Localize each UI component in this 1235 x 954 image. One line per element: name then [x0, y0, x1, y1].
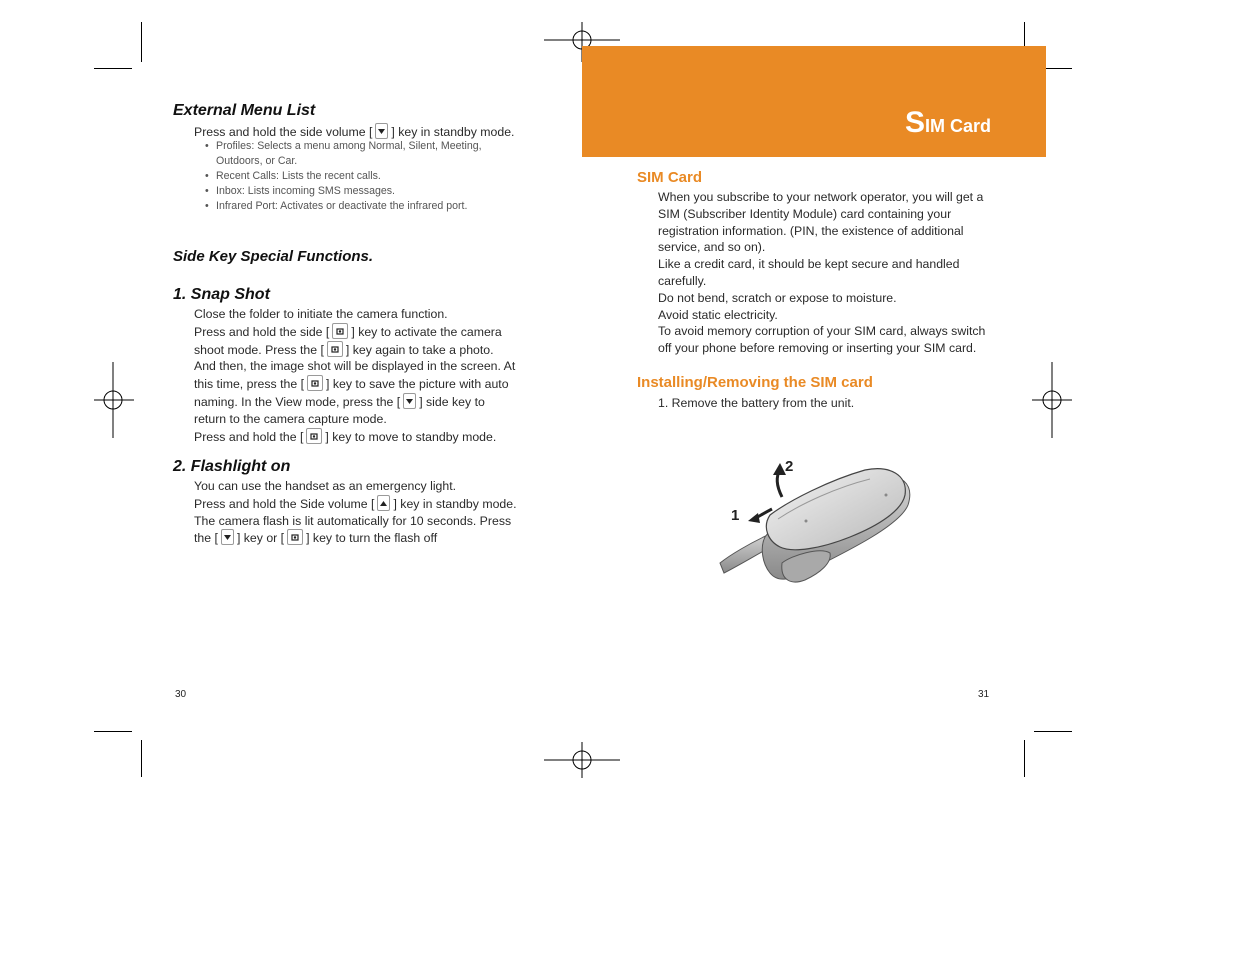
camera-key-icon — [307, 375, 323, 391]
installing-step: 1. Remove the battery from the unit. — [658, 396, 855, 410]
sim-card-heading: SIM Card — [637, 169, 703, 186]
camera-key-icon — [332, 323, 348, 339]
text-line: When you subscribe to your network operator, you will get a — [658, 190, 984, 204]
list-item-continuation — [205, 154, 525, 169]
volume-down-key-icon — [375, 123, 388, 139]
registration-mark-icon — [544, 742, 620, 778]
text-line: To avoid memory corruption of your SIM card, always switch — [658, 324, 986, 339]
crop-mark — [1024, 740, 1025, 777]
page-number-left: 30 — [175, 689, 187, 700]
text-line: Press and hold the Side volume [ — [194, 496, 375, 511]
chapter-title-rest: IM Card — [924, 116, 991, 136]
snap-shot-heading: 1. Snap Shot — [173, 286, 270, 303]
list-item: • Infrared Port: Activates or deactivate the infrared port. — [205, 199, 525, 214]
text-line: ] key again to take a photo. — [345, 342, 494, 357]
registration-mark-icon — [1032, 362, 1072, 438]
snap-shot-body — [194, 306, 534, 445]
volume-down-key-icon — [403, 393, 416, 409]
text-line: off your phone before removing or inserting your SIM card. — [658, 341, 977, 356]
intro-text: Press and hold the side volume [ — [194, 125, 373, 139]
sim-card-body — [658, 189, 1003, 357]
flashlight-heading: 2. Flashlight on — [173, 458, 291, 475]
text-line: Avoid static electricity. — [658, 307, 778, 322]
text-line: Press and hold the [ — [194, 429, 304, 444]
camera-key-icon — [327, 341, 343, 357]
intro-text: ] key in standby mode. — [391, 125, 515, 139]
phone-battery-illustration — [710, 455, 920, 590]
flashlight-body — [194, 478, 534, 547]
installing-heading: Installing/Removing the SIM card — [637, 374, 873, 391]
list-item: • Inbox: Lists incoming SMS messages. — [205, 184, 525, 199]
side-key-heading: Side Key Special Functions. — [173, 248, 374, 265]
chapter-banner — [582, 46, 1046, 157]
list-item-text: Outdoors, or Car. — [216, 155, 298, 167]
figure-label-2: 2 — [785, 458, 794, 475]
camera-key-icon — [306, 428, 322, 444]
text-line: ] key to save the picture with auto — [326, 377, 509, 392]
external-menu-heading: External Menu List — [173, 102, 316, 119]
figure-label-1: 1 — [731, 507, 740, 524]
text-line: naming. In the View mode, press the [ — [194, 394, 401, 409]
text-line: Do not bend, scratch or expose to moisture. — [658, 290, 897, 305]
text-line: And then, the image shot will be displayed in the screen. At — [194, 359, 516, 374]
chapter-title — [905, 106, 991, 140]
text-line: Press and hold the side [ — [194, 324, 330, 339]
page-number-right: 31 — [978, 689, 990, 700]
text-line: shoot mode. Press the [ — [194, 342, 324, 357]
camera-key-icon — [287, 529, 303, 545]
crop-mark — [1034, 731, 1072, 732]
list-item: • Recent Calls: Lists the recent calls. — [205, 169, 525, 184]
crop-mark — [94, 731, 132, 732]
text-line: ] key to activate the camera — [351, 324, 502, 339]
text-line: Close the folder to initiate the camera function. — [194, 307, 448, 321]
text-line: ] key to move to standby mode. — [325, 429, 497, 444]
text-line: SIM (Subscriber Identity Module) card containing your — [658, 206, 952, 221]
text-line: return to the camera capture mode. — [194, 411, 387, 426]
text-line: registration information. (PIN, the existence of additional — [658, 223, 964, 238]
volume-down-key-icon — [221, 529, 234, 545]
text-line: You can use the handset as an emergency light. — [194, 479, 457, 493]
text-line: this time, press the [ — [194, 377, 305, 392]
text-line: carefully. — [658, 273, 707, 288]
text-line: ] side key to — [419, 394, 485, 409]
text-line: ] key in standby mode. — [393, 496, 517, 511]
text-line: ] key or [ — [236, 531, 285, 546]
registration-mark-icon — [94, 362, 134, 438]
crop-mark — [94, 68, 132, 69]
text-line: Like a credit card, it should be kept secure and handled — [658, 257, 960, 272]
volume-up-key-icon — [377, 495, 390, 511]
chapter-title-cap: S — [904, 106, 925, 139]
external-menu-list — [205, 139, 525, 214]
crop-mark — [141, 22, 142, 62]
crop-mark — [141, 740, 142, 777]
text-line: The camera flash is lit automatically for 10 seconds. Press — [194, 513, 512, 528]
text-line: service, and so on). — [658, 240, 766, 255]
text-line: the [ — [194, 531, 218, 546]
list-item: • Profiles: Selects a menu among Normal, Silent, Meeting, — [205, 139, 525, 154]
text-line: ] key to turn the flash off — [306, 531, 438, 546]
